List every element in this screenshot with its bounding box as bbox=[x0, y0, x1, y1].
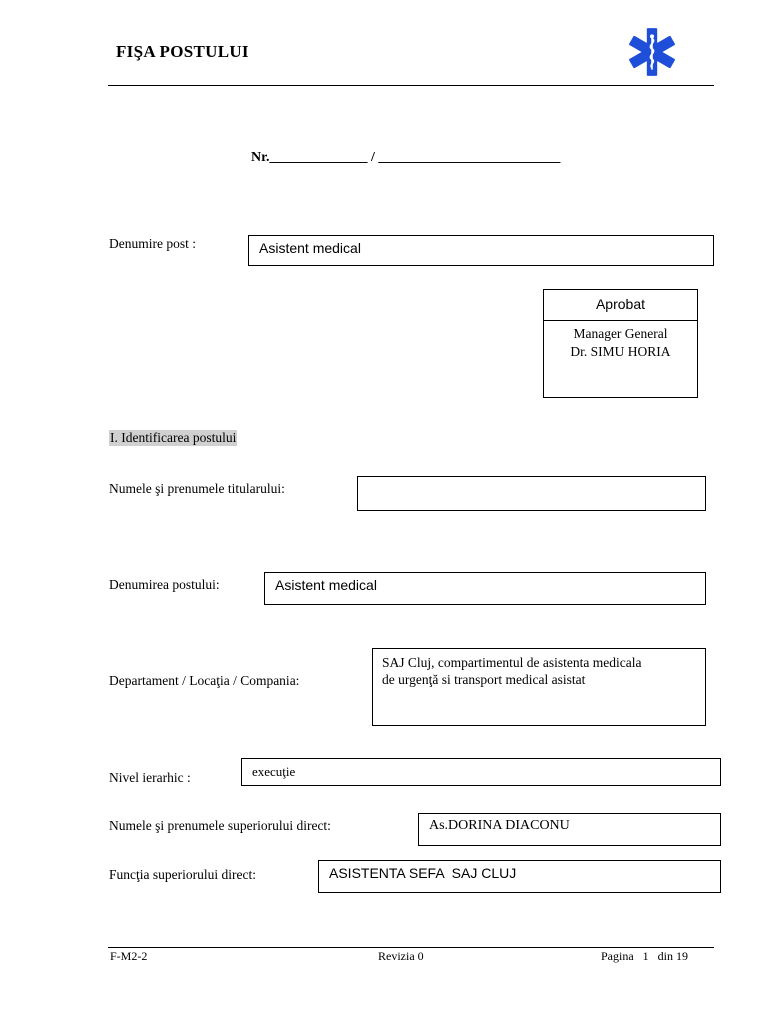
holder-name-label: Numele şi prenumele titularului: bbox=[109, 481, 285, 496]
superior-name-label: Numele şi prenumele superiorului direct: bbox=[109, 818, 331, 833]
footer-form-code: F-M2-2 bbox=[110, 949, 148, 963]
superior-name-field bbox=[418, 813, 721, 846]
post-name-field bbox=[248, 235, 714, 266]
star-of-life-icon bbox=[626, 26, 678, 78]
approval-role: Manager General bbox=[573, 326, 668, 341]
hierarchy-level-label: Nivel ierarhic : bbox=[109, 770, 191, 785]
superior-function-value: ASISTENTA SEFA SAJ CLUJ bbox=[329, 865, 517, 881]
document-number-line: Nr.______________ / __________________________ bbox=[251, 150, 561, 165]
holder-name-field bbox=[357, 476, 706, 511]
document-title: FIŞA POSTULUI bbox=[116, 42, 249, 61]
post-name-value: Asistent medical bbox=[259, 240, 361, 256]
position-name-value: Asistent medical bbox=[275, 577, 377, 593]
approval-box bbox=[543, 289, 698, 398]
department-value-line1: SAJ Cluj, compartimentul de asistenta medicala bbox=[382, 655, 642, 670]
post-name-label: Denumire post : bbox=[109, 236, 196, 251]
footer-revision: Revizia 0 bbox=[378, 949, 424, 963]
approval-header: Aprobat bbox=[544, 290, 697, 321]
hierarchy-level-field bbox=[241, 758, 721, 786]
section-title: I. Identificarea postului bbox=[110, 430, 237, 445]
department-field bbox=[372, 648, 706, 726]
hierarchy-level-value: execuţie bbox=[252, 764, 296, 779]
approval-name: Dr. SIMU HORIA bbox=[570, 344, 671, 359]
position-name-label: Denumirea postului: bbox=[109, 577, 220, 592]
header-rule bbox=[108, 85, 714, 86]
superior-name-value: As.DORINA DIACONU bbox=[429, 818, 570, 833]
department-label: Departament / Locaţia / Compania: bbox=[109, 673, 300, 688]
department-value-line2: de urgenţă si transport medical asistat bbox=[382, 672, 586, 687]
superior-function-label: Funcţia superiorului direct: bbox=[109, 867, 256, 882]
footer-rule bbox=[108, 947, 714, 948]
footer-page-number: Pagina 1 din 19 bbox=[601, 949, 688, 963]
superior-function-field bbox=[318, 860, 721, 893]
position-name-field bbox=[264, 572, 706, 605]
